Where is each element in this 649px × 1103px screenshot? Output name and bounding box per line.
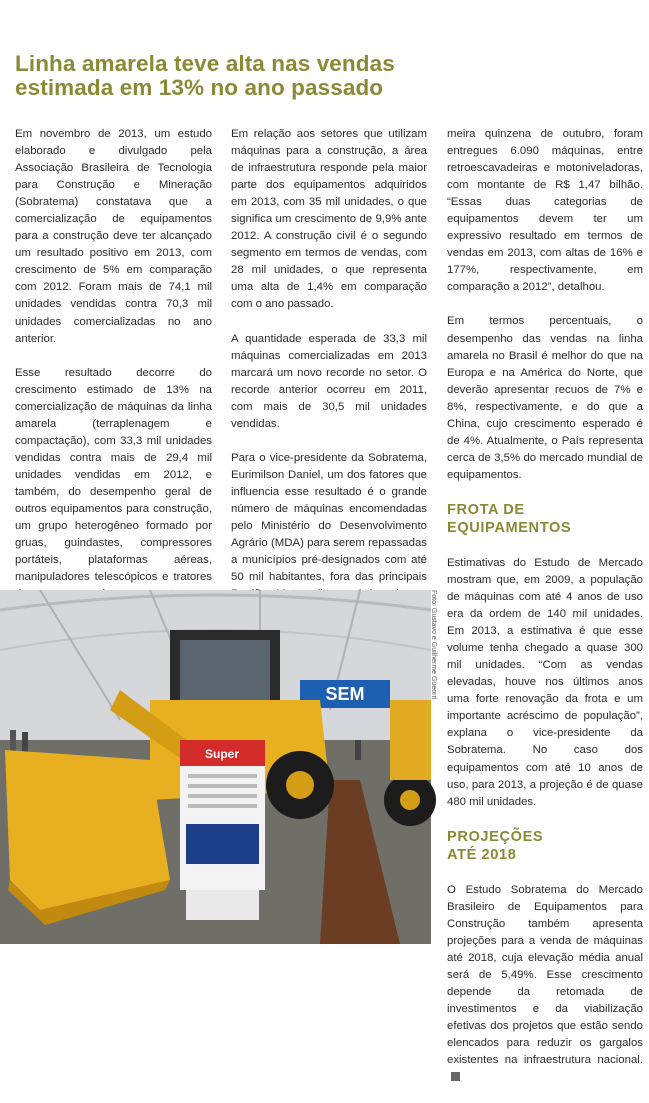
- headline-line-1: Linha amarela teve alta nas vendas: [15, 51, 395, 76]
- section-heading-frota: FROTA DE EQUIPAMENTOS: [447, 501, 572, 536]
- paragraph: Em termos percentuais, o desempenho das vendas na linha amarela no Brasil é melhor do que na Europa e na América do Norte, que deverão apresentar recuos de 7% e 8%, respectivamente, e do que a China, cujo crescimento esperado é de 4%. Atualmente, o País representa cerca de 3,5% do mercado mundial de equipamentos.: [447, 315, 643, 481]
- article-column-1: [15, 126, 212, 637]
- end-of-article-mark: [451, 1072, 460, 1081]
- article-column-3: [447, 126, 643, 1103]
- article-headline: [15, 52, 445, 100]
- paragraph-final: O Estudo Sobratema do Mercado Brasileiro de Equipamentos para Construção também apresenta projeções para a venda de máquinas até 2018, cuja elevação média anual será de 5,49%. Esse crescimento depende da retomada de investimentos e da viabilização efetivas dos projetos que estão sendo elencados para reduzir os gargalos existentes na infraestrutura nacional.: [447, 882, 643, 1087]
- banner-brand-text: SEM: [325, 684, 365, 704]
- paragraph: meira quinzena de outubro, foram entregues 6.090 máquinas, entre retroescavadeiras e motoniveladoras, com montante de R$ 1,47 bilhão. “Essas duas categorias de equipamentos devem ter um expressivo resultado em termos de vendas em 2013, com altas de 16% e 177%, respectivamente, em comparação a 2012”, detalhou.: [447, 128, 643, 294]
- photo-illustration: [0, 590, 431, 944]
- paragraph: A quantidade esperada de 33,3 mil máquinas comercializadas em 2013 marcará um novo recorde no setor. O recorde anterior ocorreu em 2011, com mais de 30,5 mil unidades vendidas.: [231, 332, 427, 430]
- article-photo-wheel-loader: [0, 590, 431, 944]
- article-column-2: [231, 126, 427, 620]
- paragraph: Em novembro de 2013, um estudo elaborado e divulgado pela Associação Brasileira de Tecnologia para Construção e Mineração (Sobratema) constatava que a comercialização de equipamentos para a construção deve ter alcançado um resultado positivo em 2013, com crescimento de 5% em comparação com 2012. Foram mais de 74,1 mil unidades vendidas contra 70,3 mil unidades comercializadas no ano anterior.: [15, 128, 212, 345]
- paragraph: Esse resultado decorre do crescimento estimado de 13% na comercialização de máquinas da linha amarela (terraplenagem e compactação), com 33,3 mil unidades vendidas contra mais de 29,4 mil unidades vendidas em 2012, e também, do desempenho geral de outros equipamentos para construção, um grupo heterogêneo formado por gruas, guindastes, compressores portáteis, plataformas aéreas, manipuladores telescópicos e tratores: [15, 366, 212, 584]
- sign-brand-text: Super: [204, 747, 240, 761]
- section-heading-projecoes: PROJEÇÕES ATÉ 2018: [447, 828, 544, 863]
- paragraph: Estimativas do Estudo de Mercado mostram que, em 2009, a população de máquinas com até 4 anos de uso era da ordem de 140 mil unidades. Em 2013, a estimativa é que esse volume tenha chegado a quase 300 mil unidades. “Com as vendas elevadas, houve nos últimos anos uma forte renovação da frota e um importante acréscimo de população”, explana o vice-presidente da Sobratema. No caso dos equipamentos com até 10 anos de uso, para 2013, a projeção é de quase 480 mil unidades.: [447, 556, 643, 808]
- headline-line-2: estimada em 13% no ano passado: [15, 75, 384, 100]
- paragraph: Em relação aos setores que utilizam máquinas para a construção, a área de infraestrutura responde pela maior parte dos equipamentos adquiridos em 2013, com 35 mil unidades, o que significa um crescimento de 9,9% ante 2012. A construção civil é o segundo segmento em termos de vendas, com 28 mil unidades, o que representa uma alta de 1,4% em comparação com o ano passado.: [231, 128, 427, 311]
- paragraph: Para o vice-presidente da Sobratema, Eurimilson Daniel, um dos fatores que influencia esse resultado é o grande número de máquinas encomendadas pelo Ministério do Desenvolvimento Agrário (MDA) para serem repassadas a municípios pré-designados com até 50 mil habitantes, fora das principais: [231, 451, 427, 584]
- photo-credit: Foto: Gustavo e Guilherme Gueorri: [430, 590, 437, 700]
